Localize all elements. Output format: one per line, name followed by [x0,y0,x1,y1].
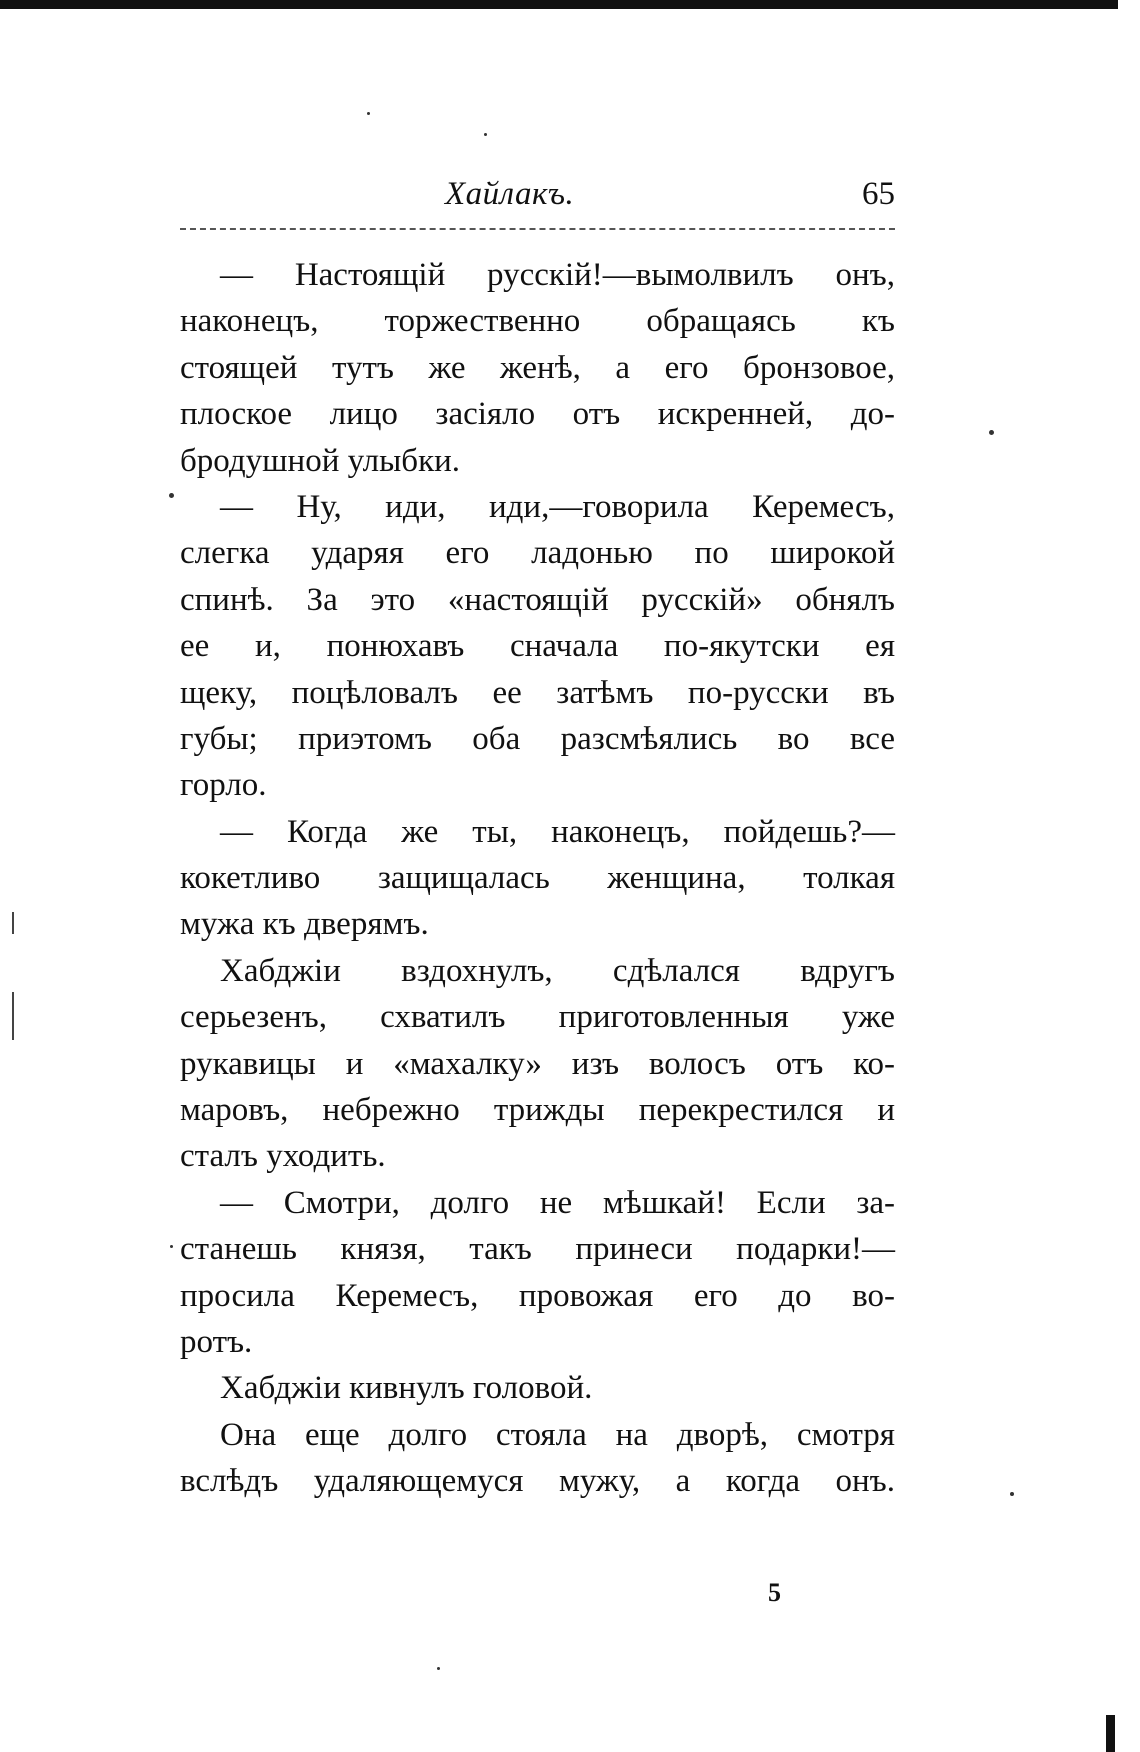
scan-speck [367,112,370,115]
text-line: рукавицы и «махалку» изъ волосъ отъ ко- [180,1045,895,1082]
margin-mark [12,992,14,1040]
scan-speck [484,133,487,136]
text-line: — Смотри, долго не мѣшкай! Если за- [220,1184,895,1221]
page-number: 65 [862,176,895,212]
header-divider [180,228,895,230]
text-line: серьезенъ, схватилъ приготовленныя уже [180,999,895,1036]
signature-mark: 5 [768,1578,781,1607]
text-line: вслѣдъ удаляющемуся мужу, а когда онъ. [180,1463,895,1500]
text-line: наконецъ, торжественно обращаясь къ [180,303,895,340]
text-line: бродушной улыбки. [180,442,461,479]
text-line: — Ну, иди, иди,—говорила Керемесъ, [220,488,895,525]
text-line: ротъ. [180,1323,253,1360]
text-line: — Когда же ты, наконецъ, пойдешь?— [220,813,895,850]
top-border-rule [0,0,1118,9]
corner-mark [1106,1715,1115,1752]
text-line: кокетливо защищалась женщина, толкая [180,860,895,897]
text-line: стоящей тутъ же женѣ, а его бронзовое, [180,349,895,386]
text-line: ее и, понюхавъ сначала по-якутски ея [180,628,895,665]
text-line: станешь князя, такъ принеси подарки!— [180,1231,895,1268]
scan-speck [1010,1492,1014,1496]
scan-speck [989,430,994,435]
text-line: просила Керемесъ, провожая его до во- [180,1277,895,1314]
page-header [180,172,895,220]
body-text [180,252,895,1505]
text-line: слегка ударяя его ладонью по широкой [180,535,895,572]
text-line: Хабджіи вздохнулъ, сдѣлался вдругъ [220,952,895,989]
text-line: щеку, поцѣловалъ ее затѣмъ по-русски въ [180,674,895,711]
text-line: Она еще долго стояла на дворѣ, смотря [220,1416,895,1453]
scan-speck [437,1667,440,1670]
scan-speck [170,1245,173,1248]
text-line: спинѣ. За это «настоящій русскій» обнялъ [180,581,895,618]
text-line: горло. [180,767,267,804]
text-line: плоское лицо засіяло отъ искренней, до- [180,396,895,433]
margin-mark [12,912,14,934]
scan-speck [169,493,174,498]
text-line: маровъ, небрежно трижды перекрестился и [180,1092,895,1129]
text-line: сталъ уходить. [180,1138,386,1175]
text-line: мужа къ дверямъ. [180,906,429,943]
running-title: Хайлакъ. [445,176,575,212]
text-line: — Настоящій русскій!—вымолвилъ онъ, [220,257,895,293]
text-line: губы; приэтомъ оба разсмѣялись во все [180,720,895,757]
text-line: Хабджіи кивнулъ головой. [220,1370,593,1407]
